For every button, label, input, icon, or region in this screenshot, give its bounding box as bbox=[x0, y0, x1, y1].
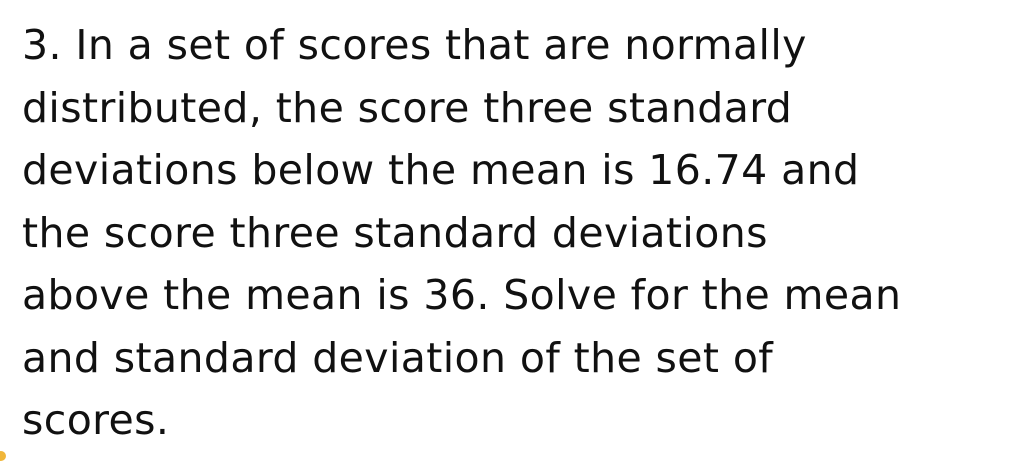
corner-accent-mark bbox=[0, 451, 6, 461]
question-line-4: the score three standard deviations bbox=[22, 208, 768, 257]
question-line-6: and standard deviation of the set of bbox=[22, 333, 774, 382]
question-line-3: deviations below the mean is 16.74 and bbox=[22, 146, 860, 194]
question-line-2: distributed, the score three standard bbox=[22, 83, 793, 132]
question-line-5: above the mean is 36. Solve for the mean bbox=[22, 271, 902, 319]
question-line-1: 3. In a set of scores that are normally bbox=[22, 21, 807, 69]
question-line-7: scores. bbox=[22, 396, 170, 444]
question-text-block bbox=[22, 14, 1017, 452]
